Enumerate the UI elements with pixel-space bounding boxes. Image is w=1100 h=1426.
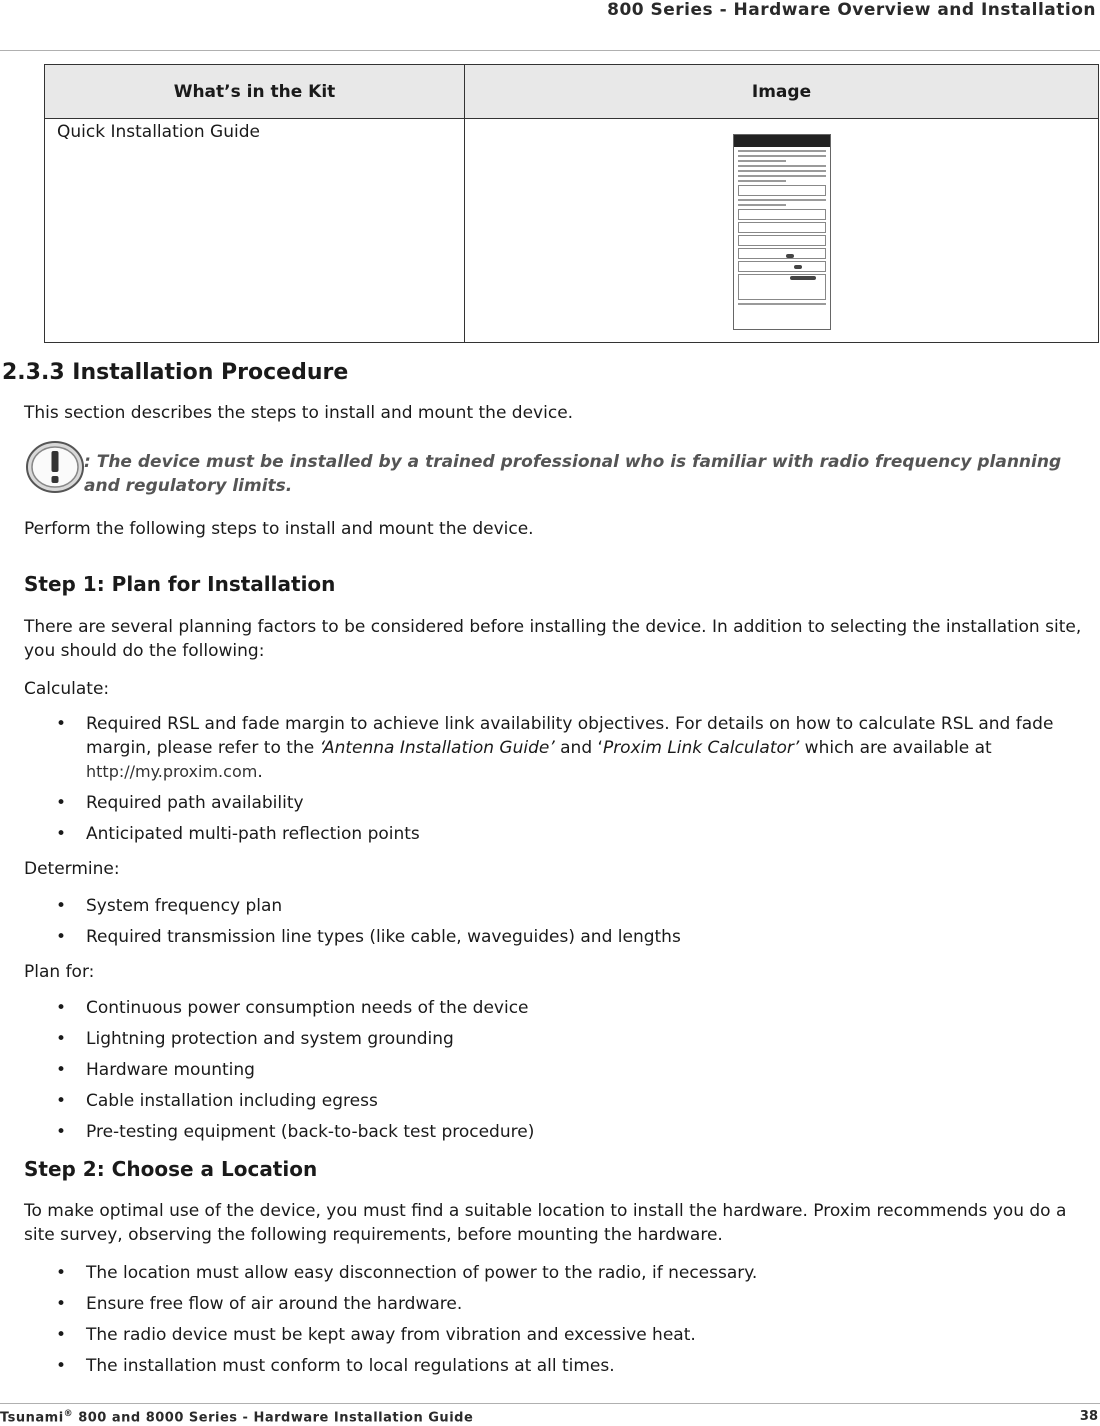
step2-list <box>24 1261 1094 1385</box>
list-item: • The radio device must be kept away from vibration and excessive heat. <box>24 1323 1094 1347</box>
step1-intro: There are several planning factors to be considered before installing the device. In addition to selecting the installation site, you should do the following: <box>24 617 1082 661</box>
page-header-title: 800 Series - Hardware Overview and Installation <box>607 0 1096 20</box>
table-row <box>45 119 1099 343</box>
list-item: • Pre-testing equipment (back-to-back test procedure) <box>24 1120 1094 1144</box>
planfor-label: Plan for: <box>24 962 95 982</box>
footer-guide-title: Tsunami® 800 and 8000 Series - Hardware Installation Guide <box>0 1409 474 1426</box>
list-item: • The installation must conform to local regulations at all times. <box>24 1354 1094 1378</box>
list-item: • System frequency plan <box>24 894 1094 918</box>
planfor-list <box>24 996 1094 1151</box>
note-text: : The device must be installed by a trained professional who is familiar with radio frequency planning and regulatory limits. <box>84 452 1062 496</box>
step2-heading: Step 2: Choose a Location <box>24 1157 318 1181</box>
calculate-list <box>24 712 1094 853</box>
kit-item-name: Quick Installation Guide <box>45 119 465 343</box>
kit-column-header: What’s in the Kit <box>45 65 465 119</box>
calculate-label: Calculate: <box>24 679 110 699</box>
list-item: • Required transmission line types (like cable, waveguides) and lengths <box>24 925 1094 949</box>
header-divider <box>0 50 1100 51</box>
determine-label: Determine: <box>24 859 120 879</box>
list-item: • Required path availability <box>24 791 1094 815</box>
list-item: • Anticipated multi-path reflection points <box>24 822 1094 846</box>
image-column-header: Image <box>465 65 1099 119</box>
proxim-link[interactable]: http://my.proxim.com <box>86 762 258 781</box>
footer-divider <box>0 1403 1100 1404</box>
list-item: • Cable installation including egress <box>24 1089 1094 1113</box>
perform-text: Perform the following steps to install and mount the device. <box>24 519 534 539</box>
list-item: • Ensure free flow of air around the hardware. <box>24 1292 1094 1316</box>
section-heading: 2.3.3 Installation Procedure <box>2 360 349 385</box>
step1-heading: Step 1: Plan for Installation <box>24 572 336 596</box>
kit-item-image-cell <box>465 119 1099 343</box>
kit-contents-table <box>44 64 1099 343</box>
determine-list <box>24 894 1094 956</box>
step2-intro: To make optimal use of the device, you must find a suitable location to install the hardware. Proxim recommends you do a site survey, observing the following requirements, before mounting the hardware. <box>24 1201 1067 1245</box>
list-item: • The location must allow easy disconnection of power to the radio, if necessary. <box>24 1261 1094 1285</box>
list-item: • Hardware mounting <box>24 1058 1094 1082</box>
list-item: • Continuous power consumption needs of the device <box>24 996 1094 1020</box>
list-item: • Required RSL and fade margin to achieve link availability objectives. For details on how to calculate RSL and fade margin, please refer to the ‘Antenna Installation Guide’ and ‘Proxim Link Calculator’ which are available at http://my.proxim.com. <box>24 712 1094 784</box>
quick-installation-guide-thumbnail <box>733 134 831 330</box>
list-item: • Lightning protection and system grounding <box>24 1027 1094 1051</box>
page-number: 38 <box>1079 1409 1098 1424</box>
section-intro: This section describes the steps to install and mount the device. <box>24 403 574 423</box>
warning-icon <box>26 441 84 493</box>
